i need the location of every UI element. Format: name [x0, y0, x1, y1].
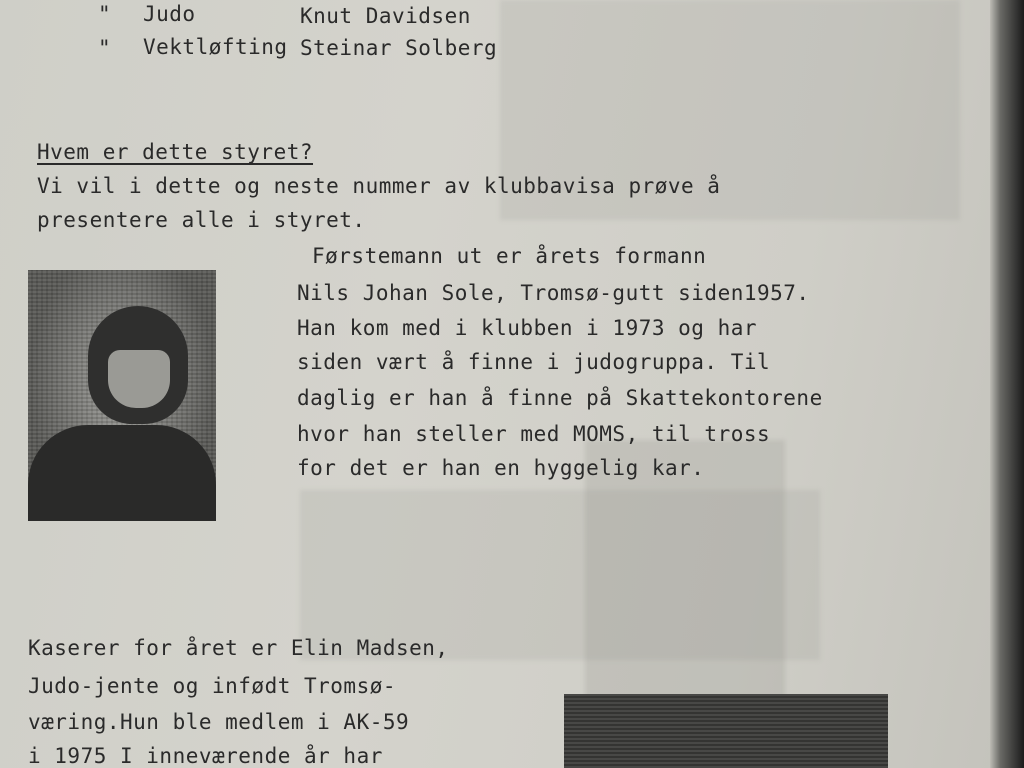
list-name-1: Knut Davidsen: [300, 4, 471, 28]
list-sport-2: Vektløfting: [143, 35, 288, 59]
portrait-photo-formann: [28, 270, 216, 521]
list-mark-1: ": [98, 2, 112, 26]
intro-line-2: presentere alle i styret.: [37, 208, 366, 232]
formann-line-3: Han kom med i klubben i 1973 og har: [297, 316, 758, 340]
list-name-2: Steinar Solberg: [300, 36, 498, 60]
photo-figure-body: [28, 425, 216, 521]
formann-line-6: hvor han steller med MOMS, til tross: [297, 422, 771, 446]
photo-figure-face: [108, 350, 170, 408]
formann-line-4: siden vært å finne i judogruppa. Til: [297, 350, 771, 374]
kasserer-line-4: i 1975 I inneværende år har: [28, 744, 383, 768]
formann-line-1: Førstemann ut er årets formann: [312, 244, 707, 268]
kasserer-line-2: Judo-jente og infødt Tromsø-: [28, 674, 397, 698]
kasserer-line-3: væring.Hun ble medlem i AK-59: [28, 710, 410, 734]
intro-line-1: Vi vil i dette og neste nummer av klubbavisa prøve å: [37, 174, 721, 198]
list-sport-1: Judo: [143, 2, 196, 26]
kasserer-line-1: Kaserer for året er Elin Madsen,: [28, 636, 449, 660]
formann-line-5: daglig er han å finne på Skattekontorene: [297, 386, 823, 410]
bleed-through-block: [585, 440, 785, 710]
section-heading: Hvem er dette styret?: [37, 140, 314, 164]
portrait-photo-kasserer: [564, 694, 888, 768]
page-edge-shadow: [990, 0, 1024, 768]
list-mark-2: ": [98, 36, 112, 60]
formann-line-2: Nils Johan Sole, Tromsø-gutt siden1957.: [297, 281, 810, 305]
formann-line-7: for det er han en hyggelig kar.: [297, 456, 705, 480]
